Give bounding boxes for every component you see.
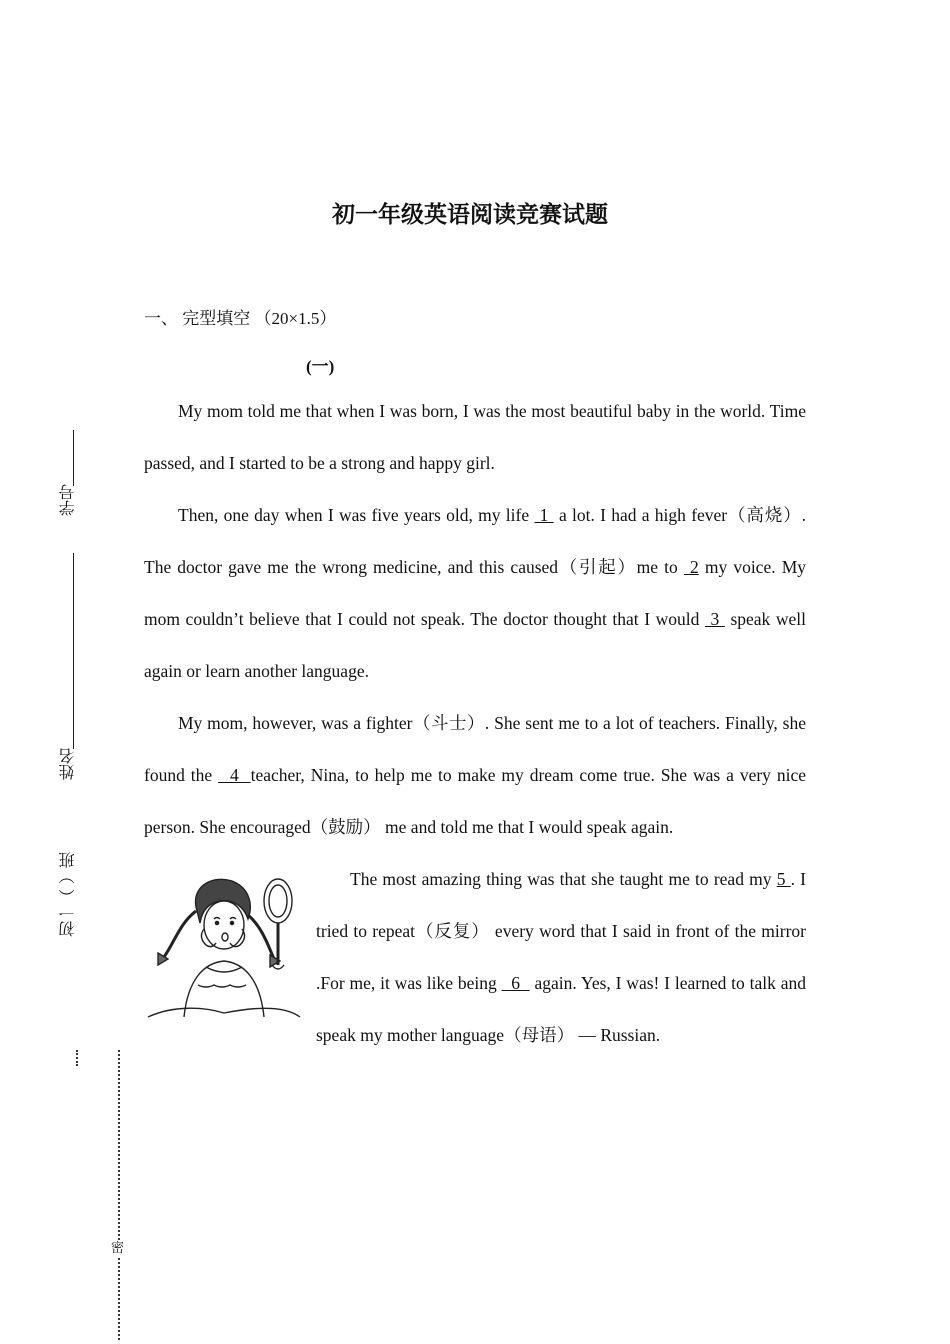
paragraph-1: My mom told me that when I was born, I was the most beautiful baby in the world. Time passed, and I started to be a strong and happy girl. — [144, 401, 806, 473]
section-heading: 一、 完型填空 （20×1.5） — [144, 309, 337, 328]
blank-3: 3 — [704, 609, 725, 629]
paragraph-2-text: my voice. My mom couldn’t believe that I could not speak. The doctor thought that I would — [144, 557, 807, 629]
paragraph-4-text: The most amazing thing was that she taught me to read my — [350, 869, 777, 889]
paragraph-3 — [144, 697, 806, 853]
student-no-line — [73, 430, 74, 486]
subsection-heading: (一) — [306, 357, 335, 376]
cloze-passage — [144, 385, 806, 1061]
paragraph-4-text: . I tried to repeat（反复） every word that I said in front of the mirror .For me, it was like being — [316, 869, 807, 993]
paragraph-2-text: a lot. I had a high fever（高烧）. The doctor gave me the wrong medicine, and this caused（引起）me to — [144, 505, 807, 577]
paragraph-4-text: again. Yes, I was! I learned to talk and speak my mother language（母语） — Russian. — [316, 973, 806, 1045]
blank-1: 1 — [534, 505, 554, 525]
paragraph-2-text: speak well again or learn another language. — [144, 609, 806, 681]
paragraph-3-text: My mom, however, was a fighter（斗士）. She sent me to a lot of teachers. Finally, she found the — [144, 713, 806, 785]
name-line — [73, 553, 74, 749]
class-label: 初一（ ）班 — [58, 852, 77, 938]
margin-dots — [76, 1050, 78, 1066]
paragraph-2 — [144, 489, 806, 697]
page-title: 初一年级英语阅读竞赛试题 — [332, 202, 608, 227]
blank-4: 4 — [218, 765, 251, 785]
blank-2: 2 — [683, 557, 699, 577]
student-no-label: 学号 — [58, 484, 77, 516]
blank-5: 5 — [776, 869, 791, 889]
seal-dotted-line — [118, 1050, 120, 1340]
paragraph-2-text: Then, one day when I was five years old, my life — [178, 505, 535, 525]
name-label: 姓名 — [58, 748, 77, 780]
seal-mark: 密 — [111, 1241, 125, 1256]
girl-mirror-illustration — [144, 867, 302, 1023]
blank-6: 6 — [501, 973, 530, 993]
paragraph-3-text: teacher, Nina, to help me to make my dream come true. She was a very nice person. She encouraged（鼓励） me and told me that I would speak again. — [144, 765, 806, 837]
